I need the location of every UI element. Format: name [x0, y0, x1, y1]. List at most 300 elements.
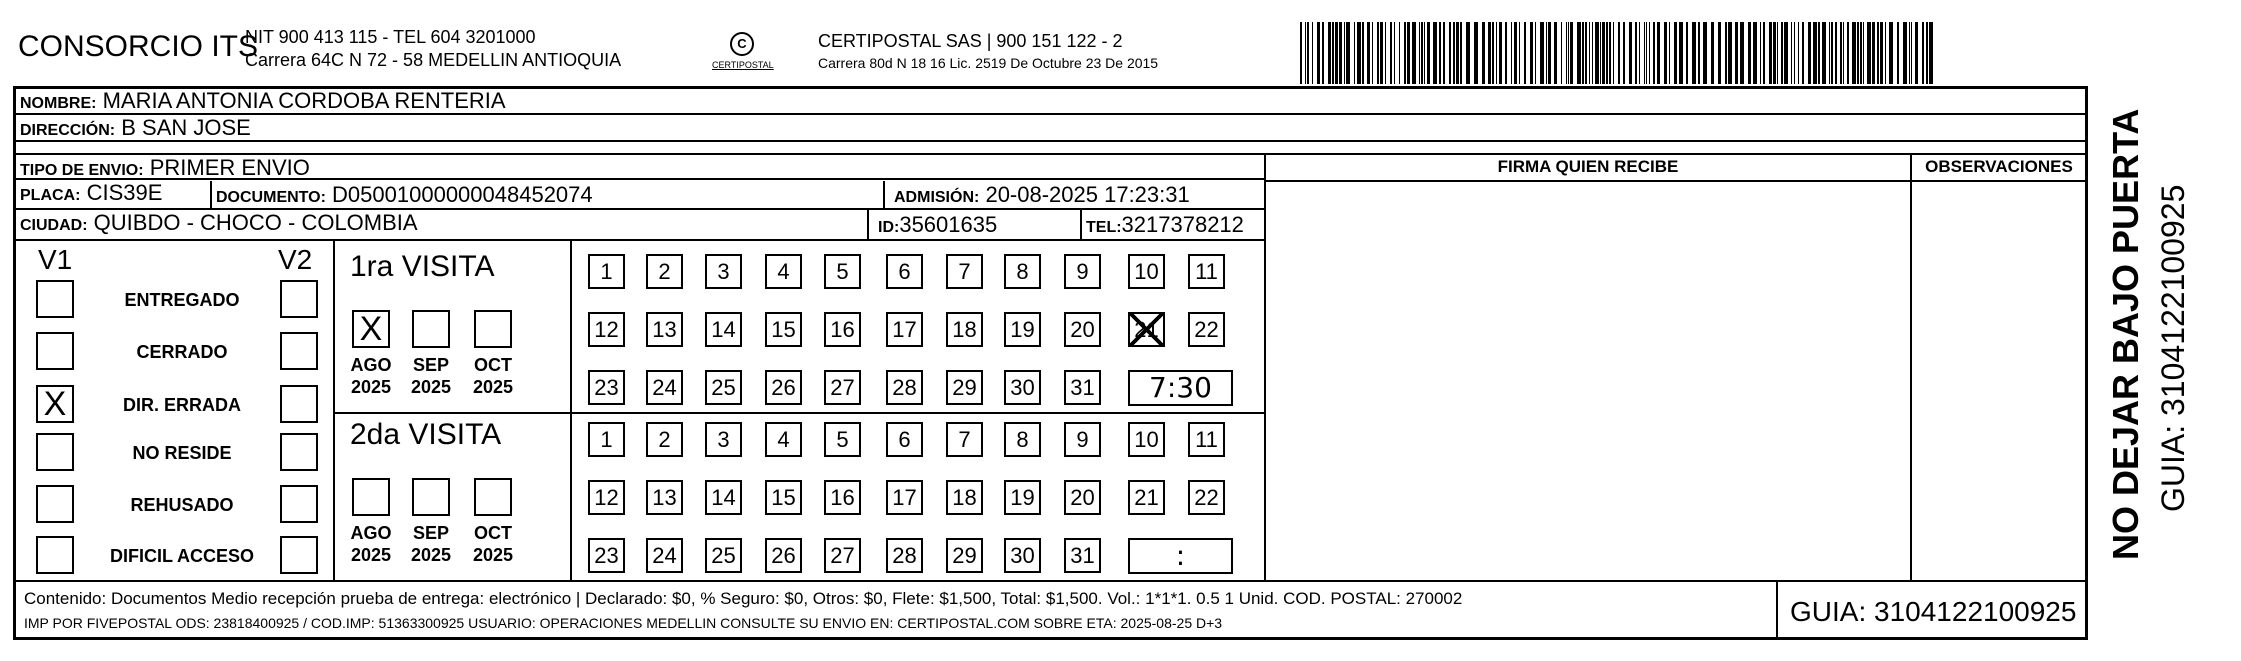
barcode-bar: [1449, 22, 1451, 84]
barcode-bar: [1777, 22, 1778, 84]
day-box[interactable]: 27: [824, 538, 861, 573]
barcode-bar: [1857, 22, 1859, 84]
barcode-bar: [1511, 22, 1512, 84]
barcode-bar: [1646, 22, 1647, 84]
row-ciudad: [16, 210, 1266, 241]
barcode-bar: [1354, 22, 1355, 84]
barcode-bar: [1644, 22, 1645, 84]
day-box[interactable]: 11: [1188, 254, 1225, 289]
barcode-bar: [1566, 22, 1567, 84]
barcode-bar: [1674, 22, 1677, 84]
day-box[interactable]: 20: [1064, 480, 1101, 515]
barcode-bar: [1698, 22, 1700, 84]
day-box[interactable]: 30: [1004, 370, 1041, 405]
divider: [210, 181, 212, 210]
barcode-bar: [1802, 22, 1804, 84]
nit-line: NIT 900 413 115 - TEL 604 3201000: [245, 27, 536, 47]
id-block: [878, 212, 997, 238]
barcode-bar: [1760, 22, 1761, 84]
month-name: SEP: [412, 523, 450, 543]
admision-value: 20-08-2025 17:23:31: [985, 182, 1190, 207]
barcode-bar: [1305, 22, 1306, 84]
v2-checkbox[interactable]: [280, 280, 318, 318]
day-box[interactable]: 29: [946, 370, 983, 405]
barcode-bar: [1831, 22, 1833, 84]
v2-checkbox[interactable]: [280, 385, 318, 423]
v1-checkbox[interactable]: [36, 536, 74, 574]
divider: [1264, 153, 2086, 155]
barcode-bar: [1443, 22, 1445, 84]
barcode-bar: [1404, 22, 1406, 84]
day-box[interactable]: 9: [1064, 254, 1101, 289]
barcode-bar: [1300, 22, 1302, 84]
v2-label: V2: [278, 244, 313, 275]
status-label: CERRADO: [136, 342, 228, 362]
day-box[interactable]: 18: [946, 312, 983, 347]
v2-checkbox[interactable]: [280, 433, 318, 471]
barcode-bar: [1589, 22, 1590, 84]
id-label: ID:: [878, 219, 900, 236]
day-box[interactable]: 4: [765, 254, 802, 289]
logo-mark-icon: C: [730, 32, 754, 56]
day-box[interactable]: 28: [886, 538, 923, 573]
barcode-bar: [1639, 22, 1640, 84]
month-label: [346, 354, 396, 398]
barcode-bar: [1735, 22, 1738, 84]
barcode-bar: [1860, 22, 1862, 84]
barcode-bar: [1885, 22, 1886, 84]
firma-header: FIRMA QUIEN RECIBE: [1497, 157, 1679, 176]
tipo-label: TIPO DE ENVIO:: [20, 162, 144, 179]
day-box[interactable]: 31: [1064, 538, 1101, 573]
barcode-bar: [1922, 22, 1924, 84]
barcode-bar: [1453, 22, 1455, 84]
barcode-bar: [1390, 22, 1392, 84]
documento-label: DOCUMENTO:: [216, 189, 326, 206]
nombre-label: NOMBRE:: [20, 95, 97, 112]
day-box[interactable]: 13: [646, 480, 683, 515]
day-box[interactable]: 22: [1188, 312, 1225, 347]
barcode-bar: [1880, 22, 1883, 84]
barcode-bar: [1840, 22, 1842, 84]
divider: [1776, 580, 1778, 638]
divider: [1264, 153, 1266, 581]
barcode-bar: [1380, 22, 1383, 84]
day-box[interactable]: 25: [705, 370, 742, 405]
v1-checkbox[interactable]: X: [36, 385, 74, 423]
barcode-bar: [1835, 22, 1837, 84]
day-box[interactable]: 6: [886, 254, 923, 289]
placa-value: CIS39E: [86, 180, 163, 205]
day-box[interactable]: 14: [705, 480, 742, 515]
day-box[interactable]: 9: [1064, 422, 1101, 457]
month-year: 2025: [472, 377, 514, 397]
barcode-bar: [1317, 22, 1320, 84]
day-box[interactable]: 16: [824, 312, 861, 347]
status-label: REHUSADO: [130, 495, 234, 515]
day-box[interactable]: 27: [824, 370, 861, 405]
day-box[interactable]: 12: [588, 312, 625, 347]
barcode-bar: [1568, 22, 1569, 84]
divider: [1080, 210, 1082, 241]
documento-block: [216, 182, 593, 208]
day-box[interactable]: 2: [646, 422, 683, 457]
visit1-title: 1ra VISITA: [350, 250, 495, 283]
barcode-bar: [1808, 22, 1811, 84]
day-box[interactable]: 15: [765, 480, 802, 515]
barcode-bar: [1872, 22, 1875, 84]
barcode-bar: [1554, 22, 1557, 84]
month-label: [406, 354, 456, 398]
barcode-bar: [1419, 22, 1420, 84]
barcode-bar: [1530, 22, 1533, 84]
company-info: [245, 26, 621, 72]
direccion-value: B SAN JOSE: [121, 115, 251, 140]
day-box[interactable]: 2: [646, 254, 683, 289]
courier-nit: CERTIPOSTAL SAS | 900 151 122 - 2: [818, 31, 1123, 51]
direccion-label: DIRECCIÓN:: [20, 122, 116, 139]
barcode-bar: [1332, 22, 1334, 84]
barcode-bar: [1847, 22, 1849, 84]
day-box[interactable]: 21: [1128, 312, 1165, 347]
barcode-bar: [1725, 22, 1727, 84]
barcode-bar: [1482, 22, 1485, 84]
barcode-bar: [1748, 22, 1751, 84]
time-box[interactable]: 7:30: [1128, 370, 1233, 406]
barcode-bar: [1399, 22, 1400, 84]
placa-label: PLACA:: [20, 187, 81, 204]
header: [0, 0, 2241, 86]
day-box[interactable]: 30: [1004, 538, 1041, 573]
divider: [570, 241, 572, 581]
barcode-bar: [1474, 22, 1478, 84]
day-box[interactable]: 17: [886, 480, 923, 515]
day-box[interactable]: 6: [886, 422, 923, 457]
divider: [1264, 180, 2086, 182]
day-box[interactable]: 17: [886, 312, 923, 347]
month-name: AGO: [350, 523, 392, 543]
barcode-bar: [1592, 22, 1593, 84]
courier-info: [818, 30, 1158, 74]
day-box[interactable]: 31: [1064, 370, 1101, 405]
day-box[interactable]: 23: [588, 538, 625, 573]
barcode-bar: [1863, 22, 1864, 84]
barcode-bar: [1740, 22, 1744, 84]
day-box[interactable]: 24: [646, 538, 683, 573]
day-box[interactable]: 8: [1004, 254, 1041, 289]
barcode-bar: [1609, 22, 1611, 84]
ciudad-label: CIUDAD:: [20, 217, 88, 234]
month-year: 2025: [350, 545, 392, 565]
barcode-bar: [1328, 22, 1331, 84]
month-year: 2025: [410, 377, 452, 397]
barcode-bar: [1794, 22, 1795, 84]
day-box[interactable]: 1: [588, 254, 625, 289]
month-year: 2025: [350, 377, 392, 397]
barcode-bar: [1897, 22, 1899, 84]
barcode-bar: [1784, 22, 1788, 84]
signature-area[interactable]: [1268, 184, 1908, 579]
v1-checkbox[interactable]: [36, 433, 74, 471]
barcode-bar: [1692, 22, 1696, 84]
admision-label: ADMISIÓN:: [894, 189, 980, 206]
barcode-bar: [1407, 22, 1410, 84]
barcode-bar: [1926, 22, 1928, 84]
barcode-bar: [1781, 22, 1783, 84]
v2-checkbox[interactable]: [280, 536, 318, 574]
barcode: [1300, 22, 1935, 84]
barcode-bar: [1460, 22, 1462, 84]
day-box[interactable]: 22: [1188, 480, 1225, 515]
divider: [1910, 153, 1912, 581]
barcode-bar: [1488, 22, 1491, 84]
barcode-bar: [1548, 22, 1551, 84]
barcode-bar: [1307, 22, 1309, 84]
month-checkbox[interactable]: [352, 478, 390, 516]
status-label: ENTREGADO: [124, 290, 240, 310]
barcode-bar: [1686, 22, 1688, 84]
row-placa: [16, 180, 1266, 210]
barcode-bar: [1915, 22, 1918, 84]
barcode-bar: [1703, 22, 1707, 84]
barcode-bar: [1540, 22, 1544, 84]
admision-block: [894, 182, 1190, 208]
status-label: NO RESIDE: [132, 443, 232, 463]
day-box[interactable]: 14: [705, 312, 742, 347]
barcode-bar: [1773, 22, 1776, 84]
barcode-bar: [1546, 22, 1547, 84]
barcode-bar: [1427, 22, 1430, 84]
barcode-bar: [1322, 22, 1324, 84]
barcode-bar: [1492, 22, 1494, 84]
v1-checkbox[interactable]: [36, 280, 74, 318]
barcode-bar: [1499, 22, 1502, 84]
barcode-bar: [1911, 22, 1912, 84]
barcode-bar: [1629, 22, 1632, 84]
day-box[interactable]: 26: [765, 538, 802, 573]
barcode-bar: [1753, 22, 1757, 84]
day-box[interactable]: 1: [588, 422, 625, 457]
barcode-bar: [1909, 22, 1910, 84]
observations-area[interactable]: [1914, 184, 2084, 579]
v2-checkbox[interactable]: [280, 485, 318, 523]
row-nombre: [16, 88, 2088, 115]
barcode-bar: [1357, 22, 1361, 84]
month-label: [346, 522, 396, 566]
barcode-bar: [1600, 22, 1601, 84]
barcode-bar: [1346, 22, 1350, 84]
month-label: [406, 522, 456, 566]
month-name: OCT: [474, 523, 512, 543]
barcode-bar: [1496, 22, 1497, 84]
month-checkbox[interactable]: [412, 478, 450, 516]
day-box[interactable]: 28: [886, 370, 923, 405]
barcode-bar: [1653, 22, 1655, 84]
barcode-bar: [1769, 22, 1772, 84]
barcode-bar: [1813, 22, 1817, 84]
day-box[interactable]: 25: [705, 538, 742, 573]
barcode-bar: [1852, 22, 1856, 84]
day-box[interactable]: 13: [646, 312, 683, 347]
barcode-bar: [1829, 22, 1830, 84]
month-name: SEP: [412, 355, 450, 375]
day-box[interactable]: 19: [1004, 312, 1041, 347]
day-box[interactable]: 16: [824, 480, 861, 515]
barcode-bar: [1372, 22, 1373, 84]
barcode-bar: [1412, 22, 1416, 84]
day-box[interactable]: 7: [946, 422, 983, 457]
day-box[interactable]: 10: [1128, 254, 1165, 289]
barcode-bar: [1514, 22, 1517, 84]
barcode-bar: [1433, 22, 1437, 84]
day-box[interactable]: 12: [588, 480, 625, 515]
barcode-bar: [1582, 22, 1584, 84]
day-box[interactable]: 4: [765, 422, 802, 457]
day-box[interactable]: 5: [824, 422, 861, 457]
barcode-bar: [1679, 22, 1683, 84]
barcode-bar: [1585, 22, 1587, 84]
barcode-bar: [1424, 22, 1425, 84]
barcode-bar: [1377, 22, 1379, 84]
footer-print-info: IMP POR FIVEPOSTAL ODS: 23818400925 / COD.IMP: 51363300925 USUARIO: OPERACIONES MEDELLIN CONSULTE SU ENVIO EN: CERTIPOSTAL.COM SOBRE ETA: 2025-08-25 D+3: [24, 615, 1223, 631]
no-dejar-notice: NO DEJAR BAJO PUERTA: [2105, 108, 2146, 560]
day-box[interactable]: 20: [1064, 312, 1101, 347]
day-box[interactable]: 19: [1004, 480, 1041, 515]
barcode-bar: [1791, 22, 1792, 84]
barcode-bar: [1669, 22, 1670, 84]
barcode-bar: [1394, 22, 1395, 84]
barcode-bar: [1711, 22, 1714, 84]
tel-value: 3217378212: [1121, 212, 1244, 237]
barcode-bar: [1649, 22, 1650, 84]
barcode-bar: [1822, 22, 1826, 84]
barcode-bar: [1763, 22, 1765, 84]
barcode-bar: [1798, 22, 1799, 84]
v1-checkbox[interactable]: [36, 332, 74, 370]
day-box[interactable]: 18: [946, 480, 983, 515]
barcode-bar: [1606, 22, 1608, 84]
barcode-bar: [1664, 22, 1667, 84]
day-box[interactable]: 29: [946, 538, 983, 573]
divider: [333, 241, 335, 581]
company-name: CONSORCIO ITS: [18, 30, 259, 63]
nombre-value: MARIA ANTONIA CORDOBA RENTERIA: [102, 88, 506, 113]
tel-block: [1086, 212, 1244, 238]
barcode-bar: [1577, 22, 1581, 84]
day-box[interactable]: 11: [1188, 422, 1225, 457]
day-box[interactable]: 7: [946, 254, 983, 289]
barcode-bar: [1312, 22, 1313, 84]
divider: [333, 412, 1266, 414]
month-name: OCT: [474, 355, 512, 375]
month-label: [468, 354, 518, 398]
address-line: Carrera 64C N 72 - 58 MEDELLIN ANTIOQUIA: [245, 50, 622, 70]
barcode-bar: [1505, 22, 1507, 84]
ciudad-value: QUIBDO - CHOCO - COLOMBIA: [93, 210, 418, 235]
barcode-bar: [1561, 22, 1562, 84]
day-box[interactable]: 21: [1128, 480, 1165, 515]
barcode-bar: [1929, 22, 1933, 84]
barcode-bar: [1728, 22, 1732, 84]
barcode-bar: [1843, 22, 1844, 84]
day-box[interactable]: 3: [705, 422, 742, 457]
v1-label: V1: [38, 244, 73, 275]
barcode-bar: [1339, 22, 1342, 84]
barcode-bar: [1362, 22, 1364, 84]
courier-license: Carrera 80d N 18 16 Lic. 2519 De Octubre 23 De 2015: [818, 55, 1159, 71]
month-year: 2025: [410, 545, 452, 565]
v2-checkbox[interactable]: [280, 332, 318, 370]
guia-number: GUIA: 3104122100925: [1790, 596, 2077, 627]
month-year: 2025: [472, 545, 514, 565]
month-checkbox[interactable]: X: [352, 310, 390, 348]
side-guia: GUIA: 3104122100925: [2155, 184, 2191, 512]
barcode-bar: [1595, 22, 1599, 84]
row-direccion: [16, 115, 2088, 142]
barcode-bar: [1570, 22, 1573, 84]
barcode-bar: [1635, 22, 1637, 84]
day-box[interactable]: 15: [765, 312, 802, 347]
barcode-bar: [1718, 22, 1721, 84]
row-tipo: [16, 153, 1266, 180]
barcode-bar: [1367, 22, 1370, 84]
barcode-bar: [1385, 22, 1386, 84]
barcode-bar: [1421, 22, 1423, 84]
footer-contents: Contenido: Documentos Medio recepción prueba de entrega: electrónico | Declarado: $0, % Seguro: $0, Otros: $0, Flete: $1,500, Total: $1,500. Vol.: 1*1*1. 0.5 1 Unid. COD. POSTAL: 270002: [24, 589, 1463, 608]
day-box[interactable]: 10: [1128, 422, 1165, 457]
barcode-bar: [1818, 22, 1820, 84]
time-box[interactable]: :: [1128, 538, 1233, 574]
barcode-bar: [1466, 22, 1470, 84]
day-box[interactable]: 3: [705, 254, 742, 289]
status-label: DIR. ERRADA: [122, 395, 241, 415]
month-name: AGO: [350, 355, 392, 375]
day-box[interactable]: 5: [824, 254, 861, 289]
tipo-value: PRIMER ENVIO: [149, 155, 310, 180]
v1-checkbox[interactable]: [36, 485, 74, 523]
barcode-bar: [1903, 22, 1907, 84]
month-label: [468, 522, 518, 566]
day-box[interactable]: 23: [588, 370, 625, 405]
barcode-bar: [1623, 22, 1625, 84]
barcode-bar: [1657, 22, 1660, 84]
barcode-bar: [1524, 22, 1526, 84]
barcode-bar: [1335, 22, 1338, 84]
logo-text: CERTIPOSTAL: [712, 60, 774, 70]
observaciones-header: OBSERVACIONES: [1925, 157, 2073, 176]
certipostal-logo: [712, 32, 772, 80]
documento-value: D05001000000048452074: [332, 182, 593, 207]
day-box[interactable]: 26: [765, 370, 802, 405]
barcode-bar: [1613, 22, 1614, 84]
divider: [883, 181, 885, 210]
barcode-bar: [1618, 22, 1620, 84]
barcode-bar: [1867, 22, 1871, 84]
day-box[interactable]: 24: [646, 370, 683, 405]
month-checkbox[interactable]: [474, 478, 512, 516]
month-checkbox[interactable]: [412, 310, 450, 348]
barcode-bar: [1519, 22, 1520, 84]
status-label: DIFICIL ACCESO: [109, 546, 254, 566]
day-box[interactable]: 8: [1004, 422, 1041, 457]
id-value: 35601635: [899, 212, 998, 237]
barcode-bar: [1456, 22, 1459, 84]
tel-label: TEL:: [1086, 219, 1122, 236]
barcode-bar: [1889, 22, 1893, 84]
side-notice: [2095, 108, 2215, 560]
month-checkbox[interactable]: [474, 310, 512, 348]
barcode-bar: [1602, 22, 1605, 84]
